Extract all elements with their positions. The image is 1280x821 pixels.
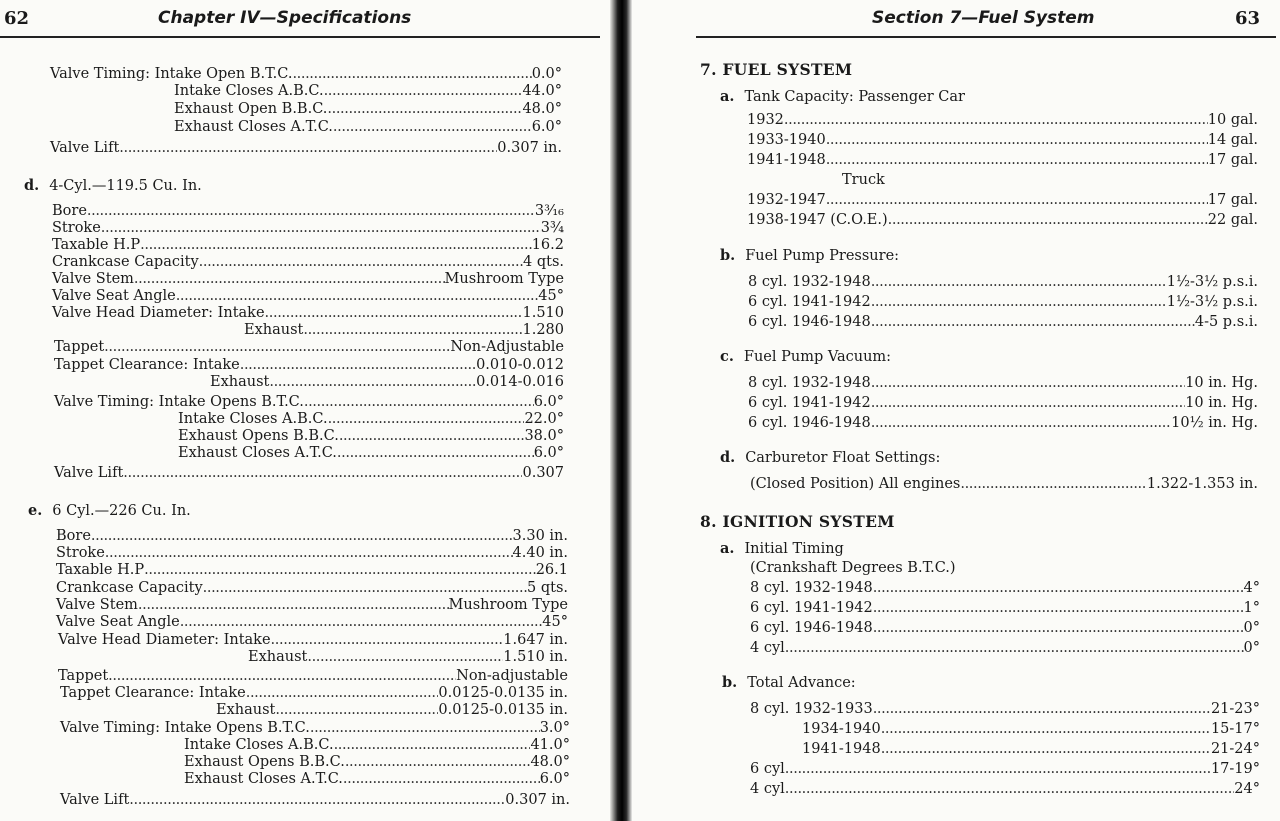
- spec-row: Exhaust Opens B.B.C. . . . 38.0°: [178, 427, 564, 445]
- spec-row: Exhaust Closes A.T.C. . . . 6.0°: [184, 770, 570, 788]
- spec-row: 8 cyl. 1932-1933 . . . 21-23°: [750, 700, 1260, 718]
- spec-row: Valve Head Diameter: Intake . . . 1.510: [52, 304, 564, 322]
- spec-row: Valve Lift . . . 0.307 in.: [50, 139, 562, 157]
- spec-row: 1932-1947 . . . 17 gal.: [747, 191, 1258, 209]
- spec-row: 1933-1940 . . . 14 gal.: [747, 131, 1258, 149]
- page-number: 62: [4, 8, 30, 29]
- subsection-heading: a. Tank Capacity: Passenger Car: [720, 88, 965, 105]
- spec-row: 8 cyl. 1932-1948 . . . 1½-3½ p.s.i.: [748, 273, 1258, 291]
- section-heading: 8. IGNITION SYSTEM: [700, 512, 895, 531]
- subsection-heading: d. 4-Cyl.—119.5 Cu. In.: [24, 177, 202, 194]
- subsection-heading: e. 6 Cyl.—226 Cu. In.: [28, 502, 191, 519]
- spec-row: 6 cyl. 1946-1948 . . . 0°: [750, 619, 1260, 637]
- spec-row: 1932 . . . 10 gal.: [747, 111, 1258, 129]
- spec-row: 8 cyl. 1932-1948 . . . 10 in. Hg.: [748, 374, 1258, 392]
- spec-row: Tappet Clearance: Intake . . . 0.0125-0.0135 in.: [60, 684, 568, 702]
- spec-row: Valve Stem . . . Mushroom Type: [52, 270, 564, 288]
- subsection-heading: b. Fuel Pump Pressure:: [720, 247, 900, 264]
- spec-row: 6 cyl. 1941-1942 . . . 1°: [750, 599, 1260, 617]
- spec-row: 6 cyl. 1946-1948 . . . 10½ in. Hg.: [748, 414, 1258, 432]
- subsection-heading: b. Total Advance:: [722, 674, 856, 691]
- spec-row: 1934-1940 . . . 15-17°: [802, 720, 1260, 738]
- book-gutter: [610, 0, 632, 821]
- spec-row: Exhaust Open B.B.C. . . . 48.0°: [174, 100, 562, 118]
- spec-row: Intake Closes A.B.C. . . . 44.0°: [174, 82, 562, 100]
- header-rule: [696, 36, 1276, 38]
- spec-row: Intake Closes A.B.C. . . . 41.0°: [184, 736, 570, 754]
- page-header: Section 7—Fuel System: [872, 8, 1095, 28]
- spec-row: Taxable H.P . . . 16.2: [52, 236, 564, 254]
- spec-row: 6 cyl . . . 17-19°: [750, 760, 1260, 778]
- spec-row: Exhaust . . . 0.014-0.016: [210, 373, 564, 391]
- page-number: 63: [1235, 8, 1261, 29]
- spec-row: Exhaust Closes A.T.C. . . . 6.0°: [178, 444, 564, 462]
- spec-row: Valve Seat Angle . . . 45°: [56, 613, 568, 631]
- spec-row: (Closed Position) All engines . . . 1.322-1.353 in.: [750, 475, 1258, 493]
- spec-row: Exhaust . . . 1.510 in.: [248, 648, 568, 666]
- spec-row: 1938-1947 (C.O.E.) . . . 22 gal.: [747, 211, 1258, 229]
- subsection-heading: a. Initial Timing: [720, 540, 844, 557]
- spec-row: 1941-1948 . . . 21-24°: [802, 740, 1260, 758]
- subsection-subtitle: (Crankshaft Degrees B.T.C.): [750, 560, 956, 576]
- left-page: [0, 0, 610, 821]
- spec-row: Valve Seat Angle . . . 45°: [52, 287, 564, 305]
- spec-row: Valve Stem . . . Mushroom Type: [56, 596, 568, 614]
- spec-row: Stroke . . . 3¾: [52, 219, 564, 237]
- truck-subheading: Truck: [842, 172, 885, 188]
- spec-row: Tappet . . . Non-adjustable: [58, 667, 568, 685]
- spec-row: Valve Head Diameter: Intake . . . 1.647 in.: [58, 631, 568, 649]
- right-page: [632, 0, 1280, 821]
- spec-row: 6 cyl. 1946-1948 . . . 4-5 p.s.i.: [748, 313, 1258, 331]
- spec-row: Stroke . . . 4.40 in.: [56, 544, 568, 562]
- spec-row: Tappet . . . Non-Adjustable: [54, 338, 564, 356]
- spec-row: Taxable H.P . . . 26.1: [56, 561, 568, 579]
- spec-row: 4 cyl . . . 0°: [750, 639, 1260, 657]
- spec-row: Valve Timing: Intake Opens B.T.C. . . . 3.0°: [60, 719, 570, 737]
- section-heading: 7. FUEL SYSTEM: [700, 60, 853, 79]
- spec-row: Valve Lift . . . 0.307 in.: [60, 791, 570, 809]
- spec-row: 6 cyl. 1941-1942 . . . 1½-3½ p.s.i.: [748, 293, 1258, 311]
- spec-row: Crankcase Capacity . . . 4 qts.: [52, 253, 564, 271]
- spec-row: 8 cyl. 1932-1948 . . . 4°: [750, 579, 1260, 597]
- spec-row: Exhaust . . . 1.280: [244, 321, 564, 339]
- spec-row: Exhaust Opens B.B.C. . . . 48.0°: [184, 753, 570, 771]
- spec-row: 4 cyl . . . 24°: [750, 780, 1260, 798]
- subsection-heading: d. Carburetor Float Settings:: [720, 449, 941, 466]
- spec-row: Bore . . . 3.30 in.: [56, 527, 568, 545]
- spec-row: Valve Timing: Intake Opens B.T.C. . . . 6.0°: [54, 393, 564, 411]
- spec-row: Exhaust . . . 0.0125-0.0135 in.: [216, 701, 568, 719]
- subsection-heading: c. Fuel Pump Vacuum:: [720, 348, 892, 365]
- spec-row: 1941-1948 . . . 17 gal.: [747, 151, 1258, 169]
- spec-row: Bore . . . 3³⁄₁₆: [52, 202, 564, 220]
- spec-row: Crankcase Capacity . . . 5 qts.: [56, 579, 568, 597]
- spec-row: Tappet Clearance: Intake . . . 0.010-0.012: [54, 356, 564, 374]
- spec-row: 6 cyl. 1941-1942 . . . 10 in. Hg.: [748, 394, 1258, 412]
- header-rule: [0, 36, 600, 38]
- spec-row: Exhaust Closes A.T.C. . . . 6.0°: [174, 118, 562, 136]
- spec-row: Valve Lift . . . 0.307: [54, 464, 564, 482]
- page-header: Chapter IV—Specifications: [158, 8, 412, 28]
- spec-row: Intake Closes A.B.C. . . . 22.0°: [178, 410, 564, 428]
- spec-row: Valve Timing: Intake Open B.T.C. . . . 0.0°: [50, 65, 562, 83]
